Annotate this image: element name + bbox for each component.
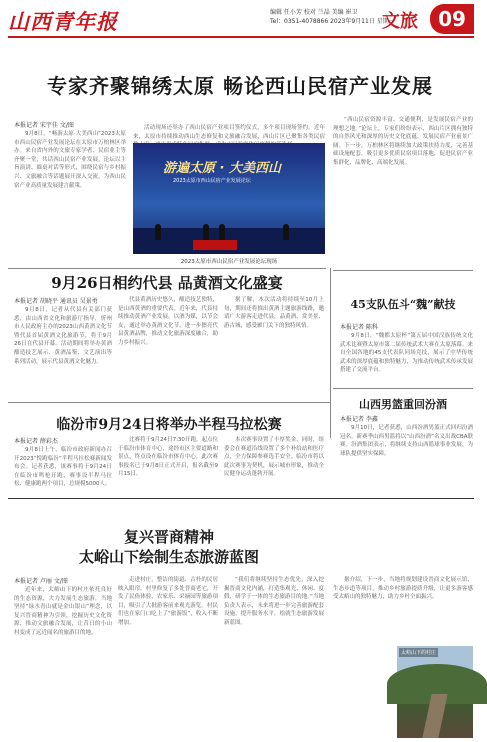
article5-col1: 9月8日上午，临汾市政府新闻办召开2023“悦跑临汾”半程马拉松赛新闻发布会。记者获悉，该赛事将于9月24日在临汾市鸣枪开跑，赛事设半程马拉松、健康跑两个项目，总规模5000人。: [14, 447, 112, 488]
forum-screen-subtitle: 2023太原市西山民宿产业发展论坛: [173, 178, 251, 184]
article3-byline: 本报记者 陈科: [340, 324, 378, 331]
article2-headline: 9月26日相约代县 品黄酒文化盛宴: [51, 274, 283, 292]
article6-headline-line2: 太峪山下绘制生态旅游蓝图: [78, 548, 259, 566]
masthead: [8, 4, 474, 38]
article4-byline: 本报记者 李鑫: [340, 416, 378, 423]
speaker-figure: [283, 224, 289, 240]
speaker-figure: [219, 224, 225, 240]
article2-text2: 代县黄酒历史悠久，酿造技艺独特，是山西黄酒的重要代表。近年来，代县持续推动黄酒产业发展，以酒为媒，以节会友，通过举办黄酒文化节，进一步擦亮代县黄酒品牌，推动文化旅游深度融合，助力乡村振兴。: [118, 297, 218, 346]
article2-text1: 9月8日，记者从代县有关部门获悉，由山西省文化和旅游厅指导，忻州市人民政府主办的2023山西黄酒文化节暨代县首届黄酒文化旅游节，将于9月26日在代县开幕。活动期间将举办黄酒酿造技艺展示、黄酒品鉴、文艺演出等系列活动，展示代县黄酒文化魅力。: [14, 307, 112, 365]
forum-screen-title: 游遍太原 · 大美西山: [163, 161, 281, 176]
article6-byline: 本报记者 卢丽 文/图: [14, 578, 68, 585]
village-photo-caption: 太峪山下的村庄: [401, 650, 437, 656]
speaker-figure: [203, 224, 209, 240]
masthead-editors: 编辑 任小芳 校对 兰晶 美编 崔卫: [270, 9, 358, 16]
divider: [333, 270, 473, 271]
page-number: 09: [430, 4, 474, 34]
article1-col4: “西山民宿资源丰富、交通便利，是发展民宿产业的理想之地。”论坛上，专家们纷纷表示，西山片区拥有独特的自然风光和深厚的历史文化底蕴，发展民宿产业前景广阔。下一步，万柏林区将继续加大政策扶持力度，完善基础设施配套，吸引更多优质民宿项目落地，促进民宿产业集群化、品牌化、高端化发展。: [333, 117, 473, 166]
speaker-figure: [155, 224, 161, 240]
masthead-date: Tel：0351-4078866 2023年9月11日 星期一: [270, 18, 395, 25]
article5-headline: 临汾市9月24日将举办半程马拉松赛: [56, 417, 282, 433]
article5-byline: 本报记者 薛彩杰: [14, 438, 58, 445]
article4-headline: 山西男篮重回汾酒: [359, 398, 447, 411]
article5-col2: 比赛将于9月24日7:30开跑，起点位于临汾市体育中心，途经市区主要道路和景点，终点设在临汾市体育中心。此次赛事报名已于9月8日正式开启，报名截至9月15日。: [118, 437, 218, 478]
article1-headline: 专家齐聚锦绣太原 畅论西山民宿产业发展: [47, 74, 433, 98]
divider: [330, 268, 331, 438]
newspaper-logo: 山西青年报: [8, 9, 118, 34]
divider: [8, 402, 330, 403]
article1-col1: 9月8日，“畅游太原·大美西山”2023太原市西山民宿产业发展论坛在太原市万柏林区举办。来自省内外的文旅专家学者、民宿业主等齐聚一堂，共话西山民宿产业发展。论坛以主旨演讲、圆桌对话等形式，围绕民宿与乡村振兴、文旅融合等话题展开深入交流，为西山民宿产业高质量发展建言献策。: [14, 131, 126, 189]
article6-col4: 据介绍，下一步，当地将规划建设晋商文化展示馆、生态步道等项目，推动乡村旅游提质升级，让更多游客感受太峪山的独特魅力，助力乡村全面振兴。: [333, 577, 473, 601]
divider: [8, 268, 326, 269]
village-photo: [397, 646, 473, 738]
forum-photo: [133, 143, 325, 254]
article6-headline-line1: 复兴晋商精神: [123, 528, 214, 546]
forum-photo-caption: 2023太原市西山民宿产业发展论坛现场: [180, 259, 278, 265]
article3-headline: 45支队伍斗“魏”献技: [350, 298, 456, 311]
article1-byline: 本报记者 宋宇佳 文/图: [14, 122, 74, 129]
article3-text: 9月8日，“魏都太原杯”第五届中国汉族传统文化武术比赛暨太原市第二届传统武术大赛在太原落幕。来自全国各地的45支代表队同场竞技，展示了中华传统武术的深厚底蕴和独特魅力，为推动传统武术传承发展搭建了交流平台。: [340, 333, 473, 374]
masthead-info: [270, 8, 395, 26]
article1-col2: 活动现场还举办了西山民宿产业项目签约仪式，多个项目现场签约。近年来，太原市持续推动西山生态修复和文旅融合发展，西山片区已聚集各类民宿: [133, 125, 325, 140]
article4-text: 9月10日，记者获悉，山西汾酒男篮正式回归汾酒冠名。新赛季山西男篮将以“山西汾酒”名义出战CBA联赛。汾酒集团表示，将继续支持山西篮球事业发展，为球队提供坚实保障。: [340, 425, 473, 457]
article2-byline: 本报记者 胡晓平 通讯员 吴景勇: [14, 298, 98, 305]
divider: [8, 498, 474, 499]
stage-table: [193, 240, 237, 250]
article6-col3: “我们将继续坚持生态优先，深入挖掘晋商文化内涵，打造集观光、休闲、度假、研学于一体的生态旅游目的地。”当地负责人表示，未来将进一步完善旅游配套设施，提升服务水平，绘就生态旅游发展新蓝图。: [224, 577, 324, 626]
article6-col1: 近年来，太峪山下的村庄依托良好的生态资源，大力发展生态旅游。当地坚持“绿水青山就是金山银山”理念，以复兴晋商精神为引领，挖掘历史文化资源，推动文旅融合发展，让昔日的小山村变成了远近闻名的旅游目的地。: [14, 587, 112, 636]
article5-col3: 本次赛事设置了丰厚奖金，同时，组委会在赛道沿线设置了多个补给站和医疗点，全力保障参赛选手安全。临汾市将以此次赛事为契机，展示城市形象，推动全民健身运动蓬勃开展。: [224, 437, 324, 478]
section-name: 文旅: [382, 11, 418, 32]
article2-text3: 据了解，本次活动将持续至10月上旬，期间还将推出黄酒主题旅游线路，邀请广大游客走进代县，品黄酒、赏美景、游古城，感受雁门关下的独特风情。: [224, 297, 324, 329]
article6-col2: 走进村庄，整洁的街道、古朴的民居映入眼帘。村里修复了多处晋商老宅，开发了民俗体验、农家乐、采摘园等旅游项目，吸引了大批游客前来观光游览。村民们也在家门口吃上了“旅游饭”，收入不断增加。: [118, 577, 218, 626]
divider: [333, 388, 473, 389]
